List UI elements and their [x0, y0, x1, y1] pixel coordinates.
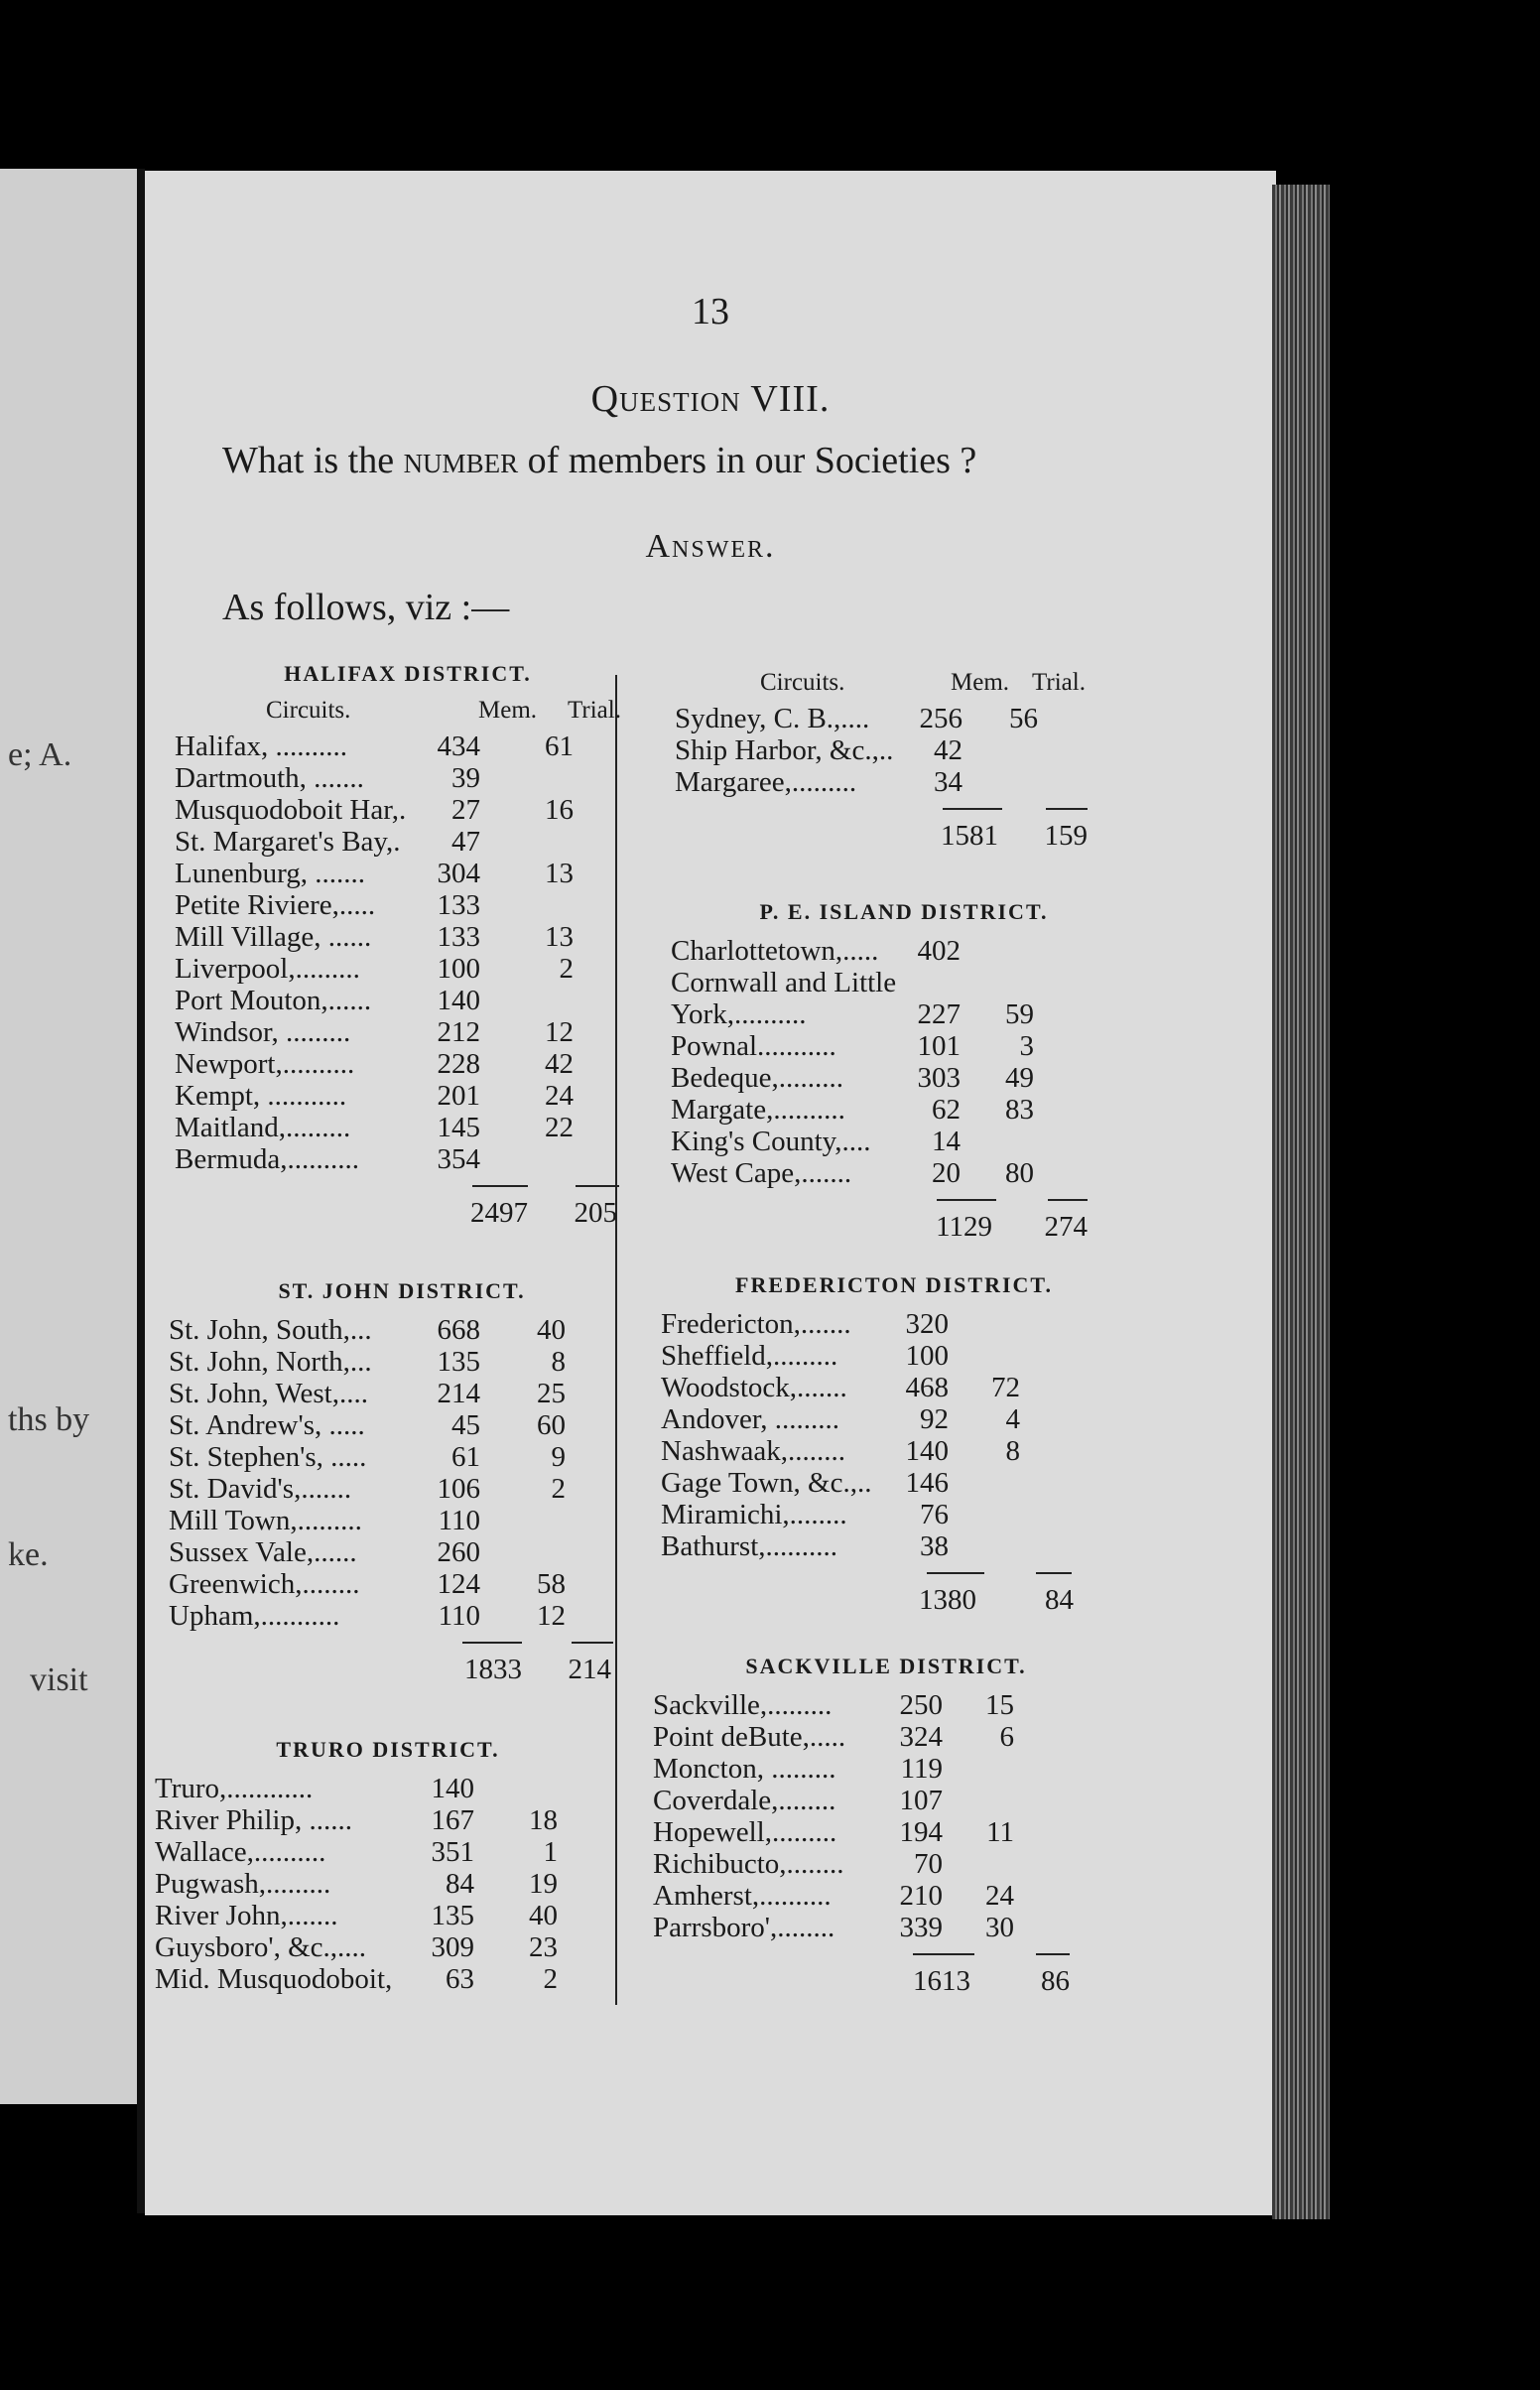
circuit-list	[155, 1773, 621, 1995]
trial-count: 8	[551, 1346, 566, 1378]
trial-count: 61	[545, 730, 574, 762]
circuit-list	[175, 730, 641, 1175]
column-headers	[675, 669, 1141, 703]
members-count: 106	[437, 1473, 480, 1505]
members-count: 140	[437, 985, 480, 1016]
trial-count: 13	[545, 858, 574, 889]
trial-count: 18	[529, 1804, 558, 1836]
circuit-name: Moncton, .........	[653, 1753, 836, 1785]
circuit-list	[653, 1689, 1119, 1943]
circuit-row	[175, 889, 641, 921]
members-count: 339	[899, 1912, 943, 1943]
members-count: 124	[437, 1568, 480, 1600]
prev-page-fragment: visit	[30, 1661, 88, 1698]
members-count: 63	[446, 1963, 474, 1995]
district-halifax-continued	[675, 669, 1141, 854]
circuit-name: Maitland,.........	[175, 1112, 351, 1143]
members-count: 260	[437, 1536, 480, 1568]
trial-count: 12	[537, 1600, 566, 1632]
circuit-row	[653, 1721, 1119, 1753]
question-title: Question VIII.	[590, 378, 831, 420]
book-page-edges	[1272, 185, 1330, 2219]
circuit-row	[671, 1062, 1137, 1094]
district-title: ST. JOHN DISTRICT.	[278, 1278, 526, 1303]
trial-count: 56	[1009, 703, 1038, 734]
circuit-row	[653, 1880, 1119, 1912]
circuit-row	[169, 1314, 635, 1346]
question-text	[222, 439, 976, 482]
circuit-row	[661, 1435, 1127, 1467]
circuit-name: Parrsboro',........	[653, 1912, 835, 1943]
members-count: 38	[920, 1530, 949, 1562]
members-count: 62	[932, 1094, 961, 1126]
total-mem: 2497	[470, 1197, 528, 1229]
circuit-row	[169, 1409, 635, 1441]
members-count: 210	[899, 1880, 943, 1912]
members-count: 256	[919, 703, 962, 734]
trial-count: 3	[1019, 1030, 1034, 1062]
trial-count: 13	[545, 921, 574, 953]
circuit-name: York,..........	[671, 998, 807, 1030]
circuit-name: St. Andrew's, .....	[169, 1409, 365, 1441]
circuit-name: Pugwash,.........	[155, 1868, 331, 1900]
members-count: 227	[917, 998, 961, 1030]
circuit-name: Amherst,..........	[653, 1880, 832, 1912]
circuit-row	[169, 1600, 635, 1632]
trial-count: 40	[537, 1314, 566, 1346]
circuit-row	[661, 1308, 1127, 1340]
circuit-name: River Philip, ......	[155, 1804, 352, 1836]
total-row	[175, 1197, 641, 1231]
question-text-start: What is the	[222, 440, 395, 481]
sum-rule	[671, 1189, 1137, 1211]
circuit-name: Truro,............	[155, 1773, 314, 1804]
members-count: 434	[437, 730, 480, 762]
trial-count: 58	[537, 1568, 566, 1600]
circuit-row	[175, 730, 641, 762]
trial-count: 72	[991, 1372, 1020, 1403]
sum-rule	[653, 1943, 1119, 1965]
question-text-end: of members in our Societies ?	[527, 440, 977, 481]
circuit-row	[175, 858, 641, 889]
circuit-name: Point deBute,.....	[653, 1721, 846, 1753]
trial-count: 19	[529, 1868, 558, 1900]
trial-count: 83	[1005, 1094, 1034, 1126]
header-circuits: Circuits.	[266, 697, 351, 724]
trial-count: 4	[1005, 1403, 1020, 1435]
trial-count: 80	[1005, 1157, 1034, 1189]
members-count: 214	[437, 1378, 480, 1409]
members-count: 133	[437, 889, 480, 921]
circuit-row	[175, 1112, 641, 1143]
circuit-name: Halifax, ..........	[175, 730, 347, 762]
trial-count: 40	[529, 1900, 558, 1931]
header-trial: Trial.	[1032, 669, 1086, 696]
circuit-name: Windsor, .........	[175, 1016, 351, 1048]
trial-count: 2	[551, 1473, 566, 1505]
members-count: 100	[437, 953, 480, 985]
trial-count: 16	[545, 794, 574, 826]
trial-count: 22	[545, 1112, 574, 1143]
circuit-row	[671, 935, 1137, 967]
district-st-john	[169, 1278, 635, 1687]
circuit-name: Sheffield,.........	[661, 1340, 838, 1372]
circuit-row	[661, 1372, 1127, 1403]
members-count: 70	[914, 1848, 943, 1880]
total-row	[653, 1965, 1119, 1999]
circuit-row	[175, 953, 641, 985]
trial-count: 8	[1005, 1435, 1020, 1467]
circuit-row	[155, 1868, 621, 1900]
circuit-list	[675, 703, 1141, 798]
circuit-row	[175, 1143, 641, 1175]
circuit-row	[675, 703, 1141, 734]
circuit-name: Port Mouton,......	[175, 985, 372, 1016]
circuit-row	[155, 1900, 621, 1931]
members-count: 45	[451, 1409, 480, 1441]
prev-page-fragment: e; A.	[8, 736, 72, 773]
header-mem: Mem.	[478, 697, 538, 724]
district-halifax	[175, 661, 641, 1231]
members-count: 110	[438, 1600, 480, 1632]
members-count: 167	[431, 1804, 474, 1836]
header-trial: Trial.	[568, 697, 621, 724]
circuit-row	[175, 794, 641, 826]
previous-page	[0, 169, 141, 2104]
members-count: 228	[437, 1048, 480, 1080]
circuit-list	[169, 1314, 635, 1632]
members-count: 100	[905, 1340, 949, 1372]
circuit-row	[169, 1568, 635, 1600]
circuit-name: Coverdale,........	[653, 1785, 836, 1816]
circuit-row	[661, 1499, 1127, 1530]
circuit-row	[175, 1048, 641, 1080]
members-count: 119	[900, 1753, 943, 1785]
trial-count: 25	[537, 1378, 566, 1409]
total-mem: 1129	[936, 1211, 992, 1243]
district-title: SACKVILLE DISTRICT.	[745, 1654, 1027, 1678]
circuit-row	[653, 1816, 1119, 1848]
circuit-row	[169, 1441, 635, 1473]
members-count: 76	[920, 1499, 949, 1530]
circuit-name: Sackville,.........	[653, 1689, 833, 1721]
total-row	[169, 1654, 635, 1687]
circuit-row	[175, 826, 641, 858]
members-count: 309	[431, 1931, 474, 1963]
circuit-name: Woodstock,.......	[661, 1372, 847, 1403]
circuit-row	[175, 1016, 641, 1048]
members-count: 145	[437, 1112, 480, 1143]
circuit-row	[175, 921, 641, 953]
circuit-row	[653, 1753, 1119, 1785]
circuit-name: Fredericton,.......	[661, 1308, 851, 1340]
district-title: FREDERICTON DISTRICT.	[735, 1272, 1053, 1297]
trial-count: 24	[985, 1880, 1014, 1912]
circuit-name: Bedeque,.........	[671, 1062, 843, 1094]
circuit-name: Hopewell,.........	[653, 1816, 837, 1848]
circuit-name: Greenwich,........	[169, 1568, 360, 1600]
total-trial: 274	[1044, 1211, 1088, 1243]
members-count: 61	[451, 1441, 480, 1473]
circuit-row	[155, 1804, 621, 1836]
circuit-name: Gage Town, &c.,..	[661, 1467, 872, 1499]
members-count: 468	[905, 1372, 949, 1403]
members-count: 107	[899, 1785, 943, 1816]
trial-count: 42	[545, 1048, 574, 1080]
members-count: 92	[920, 1403, 949, 1435]
total-trial: 86	[1041, 1965, 1070, 1997]
members-count: 20	[932, 1157, 961, 1189]
header-mem: Mem.	[951, 669, 1010, 696]
circuit-name: Miramichi,........	[661, 1499, 847, 1530]
circuit-name: King's County,....	[671, 1126, 871, 1157]
circuit-name: Guysboro', &c.,....	[155, 1931, 367, 1963]
circuit-row	[653, 1848, 1119, 1880]
total-trial: 205	[574, 1197, 617, 1229]
total-mem: 1380	[919, 1584, 976, 1616]
total-trial: 214	[568, 1654, 611, 1685]
members-count: 250	[899, 1689, 943, 1721]
circuit-name: Sussex Vale,......	[169, 1536, 357, 1568]
trial-count: 23	[529, 1931, 558, 1963]
members-count: 303	[917, 1062, 961, 1094]
members-count: 304	[437, 858, 480, 889]
circuit-list	[661, 1308, 1127, 1562]
sum-rule	[175, 1175, 641, 1197]
members-count: 101	[917, 1030, 961, 1062]
circuit-row	[653, 1912, 1119, 1943]
trial-count: 12	[545, 1016, 574, 1048]
prev-page-fragment: ths by	[8, 1401, 90, 1438]
circuit-name: Andover, .........	[661, 1403, 840, 1435]
trial-count: 6	[999, 1721, 1014, 1753]
circuit-row	[671, 967, 1137, 998]
district-title: TRURO DISTRICT.	[276, 1737, 500, 1762]
circuit-name: Richibucto,........	[653, 1848, 844, 1880]
circuit-row	[169, 1346, 635, 1378]
members-count: 668	[437, 1314, 480, 1346]
district-title: HALIFAX DISTRICT.	[284, 661, 532, 686]
circuit-name: Pownal...........	[671, 1030, 836, 1062]
circuit-row	[175, 985, 641, 1016]
trial-count: 59	[1005, 998, 1034, 1030]
circuit-row	[671, 1157, 1137, 1189]
district-title: P. E. ISLAND DISTRICT.	[759, 899, 1049, 924]
circuit-name: Margaree,.........	[675, 766, 857, 798]
circuit-name: Kempt, ...........	[175, 1080, 347, 1112]
book-page	[145, 171, 1276, 2215]
members-count: 402	[917, 935, 961, 967]
trial-count: 49	[1005, 1062, 1034, 1094]
circuit-row	[155, 1836, 621, 1868]
column-headers	[175, 697, 641, 730]
circuit-row	[155, 1931, 621, 1963]
page-number: 13	[692, 291, 729, 332]
circuit-name: Musquodoboit Har,.	[175, 794, 407, 826]
members-count: 351	[431, 1836, 474, 1868]
members-count: 320	[905, 1308, 949, 1340]
trial-count: 24	[545, 1080, 574, 1112]
members-count: 354	[437, 1143, 480, 1175]
members-count: 42	[934, 734, 962, 766]
trial-count: 2	[559, 953, 574, 985]
members-count: 324	[899, 1721, 943, 1753]
trial-count: 15	[985, 1689, 1014, 1721]
circuit-row	[671, 1030, 1137, 1062]
sum-rule	[169, 1632, 635, 1654]
members-count: 140	[431, 1773, 474, 1804]
members-count: 194	[899, 1816, 943, 1848]
sum-rule	[675, 798, 1141, 820]
total-row	[661, 1584, 1127, 1618]
circuit-row	[175, 1080, 641, 1112]
members-count: 110	[438, 1505, 480, 1536]
circuit-name: St. John, South,...	[169, 1314, 372, 1346]
circuit-row	[661, 1403, 1127, 1435]
total-row	[671, 1211, 1137, 1245]
circuit-name: Charlottetown,.....	[671, 935, 879, 967]
circuit-name: St. John, West,....	[169, 1378, 368, 1409]
sum-rule	[661, 1562, 1127, 1584]
district-sackville	[653, 1654, 1119, 1999]
page-gutter	[137, 169, 145, 2213]
circuit-name: River John,.......	[155, 1900, 338, 1931]
members-count: 14	[932, 1126, 961, 1157]
circuit-row	[155, 1773, 621, 1804]
answer-heading: Answer.	[645, 528, 776, 565]
circuit-name: Sydney, C. B.,....	[675, 703, 870, 734]
members-count: 140	[905, 1435, 949, 1467]
total-mem: 1581	[941, 820, 998, 852]
circuit-name: Lunenburg, .......	[175, 858, 365, 889]
circuit-name: Dartmouth, .......	[175, 762, 364, 794]
circuit-name: Ship Harbor, &c.,..	[675, 734, 894, 766]
members-count: 133	[437, 921, 480, 953]
trial-count: 60	[537, 1409, 566, 1441]
members-count: 135	[437, 1346, 480, 1378]
circuit-row	[661, 1340, 1127, 1372]
header-circuits: Circuits.	[760, 669, 845, 696]
total-mem: 1613	[913, 1965, 970, 1997]
trial-count: 11	[986, 1816, 1014, 1848]
circuit-name: Petite Riviere,.....	[175, 889, 376, 921]
total-trial: 84	[1045, 1584, 1074, 1616]
circuit-name: St. Stephen's, .....	[169, 1441, 367, 1473]
circuit-name: Mill Town,.........	[169, 1505, 362, 1536]
total-mem: 1833	[464, 1654, 522, 1685]
members-count: 47	[451, 826, 480, 858]
members-count: 135	[431, 1900, 474, 1931]
circuit-name: Margate,..........	[671, 1094, 845, 1126]
circuit-name: Wallace,..........	[155, 1836, 326, 1868]
circuit-row	[169, 1378, 635, 1409]
circuit-name: West Cape,.......	[671, 1157, 852, 1189]
total-trial: 159	[1044, 820, 1088, 852]
circuit-row	[661, 1530, 1127, 1562]
circuit-name: Mill Village, ......	[175, 921, 372, 953]
circuit-row	[653, 1785, 1119, 1816]
total-row	[675, 820, 1141, 854]
trial-count: 2	[543, 1963, 558, 1995]
circuit-row	[675, 734, 1141, 766]
circuit-row	[675, 766, 1141, 798]
trial-count: 30	[985, 1912, 1014, 1943]
prev-page-fragment: ke.	[8, 1536, 49, 1573]
district-pei	[671, 899, 1137, 1245]
members-count: 39	[451, 762, 480, 794]
members-count: 34	[934, 766, 962, 798]
circuit-list	[671, 935, 1137, 1189]
circuit-row	[155, 1963, 621, 1995]
trial-count: 1	[543, 1836, 558, 1868]
question-text-emphasis: number	[403, 440, 519, 481]
circuit-row	[169, 1473, 635, 1505]
circuit-name: Bermuda,..........	[175, 1143, 360, 1175]
circuit-row	[653, 1689, 1119, 1721]
circuit-name: Upham,...........	[169, 1600, 340, 1632]
district-fredericton	[661, 1272, 1127, 1618]
circuit-row	[671, 1126, 1137, 1157]
circuit-name: Newport,..........	[175, 1048, 355, 1080]
members-count: 146	[905, 1467, 949, 1499]
members-count: 212	[437, 1016, 480, 1048]
members-count: 84	[446, 1868, 474, 1900]
trial-count: 9	[551, 1441, 566, 1473]
circuit-name: St. John, North,...	[169, 1346, 372, 1378]
circuit-row	[169, 1536, 635, 1568]
circuit-row	[671, 998, 1137, 1030]
intro-text: As follows, viz :—	[222, 587, 510, 628]
circuit-row	[671, 1094, 1137, 1126]
circuit-name: Nashwaak,........	[661, 1435, 846, 1467]
circuit-name: St. Margaret's Bay,.	[175, 826, 401, 858]
circuit-row	[169, 1505, 635, 1536]
circuit-row	[175, 762, 641, 794]
circuit-name: Liverpool,.........	[175, 953, 360, 985]
circuit-name: Mid. Musquodoboit,	[155, 1963, 393, 1995]
circuit-name: St. David's,.......	[169, 1473, 352, 1505]
circuit-name: Cornwall and Little	[671, 967, 897, 998]
circuit-name: Bathurst,..........	[661, 1530, 838, 1562]
members-count: 201	[437, 1080, 480, 1112]
district-truro	[155, 1737, 621, 1995]
members-count: 27	[451, 794, 480, 826]
circuit-row	[661, 1467, 1127, 1499]
